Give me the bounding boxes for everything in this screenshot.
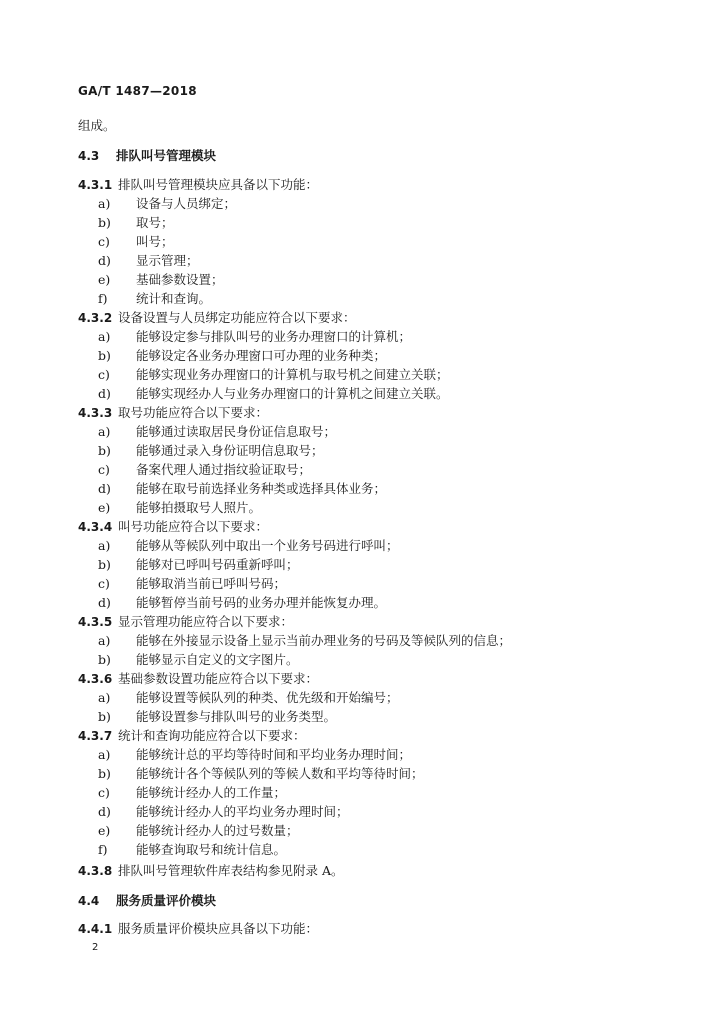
list-marker: a) [98,424,111,439]
clause-number: 4.3.8 [78,864,113,878]
clause-number: 4.4.1 [78,922,113,936]
list-item-text: 能够统计总的平均等待时间和平均业务办理时间； [136,747,412,762]
section-heading-4-4 [78,893,216,909]
clause-text: 服务质量评价模块应具备以下功能： [118,921,319,936]
list-marker: c) [98,576,110,591]
list-item-text: 能够设定各业务办理窗口可办理的业务种类； [136,348,387,363]
clause-number: 4.3.1 [78,178,113,192]
list-item-text: 能够统计各个等候队列的等候人数和平均等待时间； [136,766,424,781]
list-item [98,823,299,839]
list-item [98,652,299,668]
list-item-text: 能够实现经办人与业务办理窗口的计算机之间建立关联。 [136,386,449,401]
clause-4-3-5 [78,614,293,630]
list-item-text: 能够取消当前已呼叫号码； [136,576,287,591]
clause-4-3-3 [78,405,268,421]
page-number: 2 [92,942,99,953]
list-marker: a) [98,633,111,648]
list-item [98,595,386,611]
list-marker: c) [98,462,110,477]
list-item-text: 统计和查询。 [136,291,212,306]
list-item-text: 能够统计经办人的工作量； [136,785,287,800]
list-marker: a) [98,538,111,553]
list-marker: a) [98,196,111,211]
list-item [98,196,236,212]
list-item-text: 能够拍摄取号人照片。 [136,500,262,515]
list-item-text: 取号； [136,215,174,230]
list-item [98,481,386,497]
clause-text: 显示管理功能应符合以下要求： [118,614,294,629]
list-marker: a) [98,747,111,762]
list-item [98,253,199,269]
list-marker: d) [98,386,111,401]
clause-4-3-1 [78,177,318,193]
list-marker: c) [98,785,110,800]
list-item [98,386,449,402]
list-marker: b) [98,215,111,230]
continuation-text: 组成。 [78,118,116,133]
list-item [98,747,411,763]
list-marker: c) [98,367,110,382]
list-marker: e) [98,500,111,515]
clause-number: 4.3.2 [78,311,113,325]
list-marker: b) [98,348,111,363]
list-item-text: 叫号； [136,234,174,249]
clause-text: 排队叫号管理模块应具备以下功能： [118,177,319,192]
clause-4-3-2 [78,310,356,326]
list-item-text: 能够在外接显示设备上显示当前办理业务的号码及等候队列的信息； [136,633,512,648]
clause-4-3-7 [78,728,306,744]
list-item [98,234,174,250]
list-marker: b) [98,443,111,458]
list-item [98,215,174,231]
clause-text: 叫号功能应符合以下要求： [118,519,269,534]
section-number: 4.4 [78,894,100,908]
clause-4-4-1 [78,921,318,937]
list-marker: e) [98,272,111,287]
list-marker: d) [98,481,111,496]
list-item-text: 能够通过录入身份证明信息取号； [136,443,324,458]
list-item-text: 能够统计经办人的平均业务办理时间； [136,804,349,819]
clause-text: 取号功能应符合以下要求： [118,405,269,420]
clause-number: 4.3.6 [78,672,113,686]
list-item-text: 能够设定参与排队叫号的业务办理窗口的计算机； [136,329,412,344]
list-item-text: 设备与人员绑定； [136,196,237,211]
list-item [98,633,511,649]
list-item-text: 能够在取号前选择业务种类或选择具体业务； [136,481,387,496]
clause-text: 统计和查询功能应符合以下要求： [118,728,306,743]
standard-code-header: GA/T 1487—2018 [78,84,197,98]
list-item [98,424,336,440]
list-item [98,500,261,516]
list-item-text: 能够设置参与排队叫号的业务类型。 [136,709,337,724]
list-item [98,462,311,478]
clause-4-3-4 [78,519,268,535]
list-marker: b) [98,557,111,572]
list-item-text: 能够设置等候队列的种类、优先级和开始编号； [136,690,399,705]
list-marker: d) [98,804,111,819]
clause-text: 基础参数设置功能应符合以下要求： [118,671,319,686]
list-item-text: 能够通过读取居民身份证信息取号； [136,424,337,439]
list-marker: f) [98,842,108,857]
list-item [98,557,299,573]
section-heading-4-3 [78,148,216,164]
list-item [98,367,449,383]
section-title: 排队叫号管理模块 [116,148,217,163]
list-marker: e) [98,823,111,838]
list-item [98,348,386,364]
clause-number: 4.3.7 [78,729,113,743]
list-marker: c) [98,234,110,249]
list-marker: d) [98,253,111,268]
clause-number: 4.3.5 [78,615,113,629]
list-marker: b) [98,766,111,781]
list-item-text: 能够实现业务办理窗口的计算机与取号机之间建立关联； [136,367,449,382]
list-item [98,785,286,801]
list-item-text: 备案代理人通过指纹验证取号； [136,462,312,477]
section-title: 服务质量评价模块 [116,893,217,908]
list-item-text: 能够显示自定义的文字图片。 [136,652,299,667]
list-item-text: 能够查询取号和统计信息。 [136,842,287,857]
list-item [98,804,349,820]
clause-text: 设备设置与人员绑定功能应符合以下要求： [118,310,356,325]
list-marker: a) [98,329,111,344]
list-item [98,766,424,782]
list-marker: a) [98,690,111,705]
list-item [98,709,336,725]
list-item [98,272,224,288]
list-item-text: 显示管理； [136,253,199,268]
list-item-text: 能够暂停当前号码的业务办理并能恢复办理。 [136,595,387,610]
clause-number: 4.3.3 [78,406,113,420]
list-marker: b) [98,709,111,724]
section-number: 4.3 [78,149,100,163]
clause-text: 排队叫号管理软件库表结构参见附录 A。 [118,863,344,878]
list-item-text: 基础参数设置； [136,272,224,287]
clause-number: 4.3.4 [78,520,113,534]
list-item-text: 能够对已呼叫号码重新呼叫； [136,557,299,572]
list-item [98,443,324,459]
list-item-text: 能够统计经办人的过号数量； [136,823,299,838]
list-item [98,690,399,706]
list-marker: f) [98,291,108,306]
list-marker: d) [98,595,111,610]
clause-4-3-8 [78,863,344,879]
list-item [98,842,286,858]
list-item [98,538,399,554]
list-marker: b) [98,652,111,667]
list-item [98,576,286,592]
list-item [98,291,211,307]
list-item [98,329,411,345]
list-item-text: 能够从等候队列中取出一个业务号码进行呼叫； [136,538,399,553]
clause-4-3-6 [78,671,318,687]
